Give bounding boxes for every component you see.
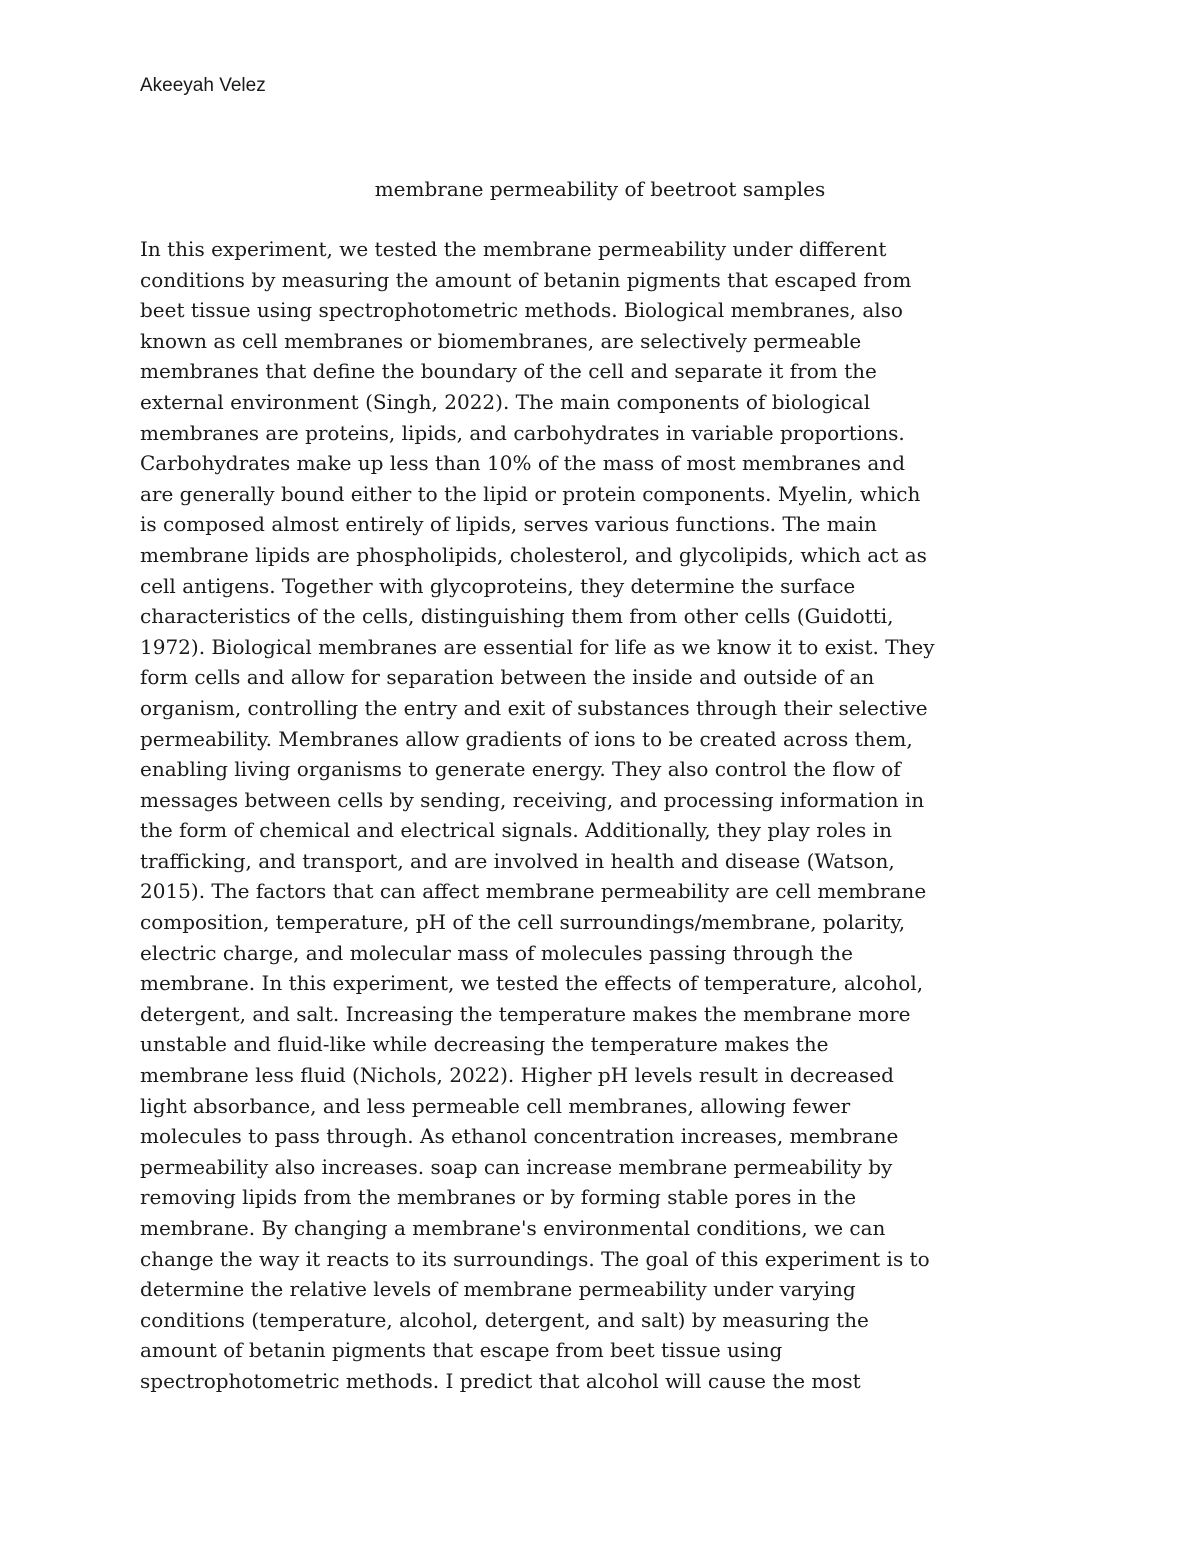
body-line: membrane. By changing a membrane's environmental conditions, we can (140, 1216, 886, 1240)
body-line: membranes that define the boundary of the cell and separate it from the (140, 359, 877, 384)
body-line: amount of betanin pigments that escape from beet tissue using (140, 1338, 783, 1363)
body-line: light absorbance, and less permeable cell membranes, allowing fewer (140, 1093, 851, 1118)
body-line: determine the relative levels of membrane permeability under varying (140, 1277, 856, 1302)
body-line: unstable and fluid-like while decreasing the temperature makes the (140, 1032, 829, 1057)
body-line: permeability. Membranes allow gradients of ions to be created across them, (140, 726, 913, 751)
body-line: 1972). Biological membranes are essential for life as we know it to exist. They (140, 634, 935, 659)
body-line: enabling living organisms to generate energy. They also control the flow of (140, 757, 901, 782)
body-line: characteristics of the cells, distinguishing them from other cells (Guidotti, (140, 604, 894, 629)
body-line: cell antigens. Together with glycoproteins, they determine the surface (140, 573, 856, 598)
body-line: conditions (temperature, alcohol, detergent, and salt) by measuring the (140, 1307, 869, 1332)
body-line: membrane. In this experiment, we tested the effects of temperature, alcohol, (140, 971, 924, 996)
body-line: membrane less fluid (Nichols, 2022). Higher pH levels result in decreased (140, 1063, 894, 1088)
body-line: In this experiment, we tested the membrane permeability under different (140, 237, 887, 261)
body-line: conditions by measuring the amount of betanin pigments that escaped from (140, 267, 912, 292)
body-line: membrane lipids are phospholipids, cholesterol, and glycolipids, which act as (140, 542, 927, 567)
body-line: the form of chemical and electrical signals. Additionally, they play roles in (140, 818, 892, 843)
document-title: membrane permeability of beetroot samples (374, 177, 826, 201)
body-line: permeability also increases. soap can increase membrane permeability by (140, 1154, 893, 1179)
body-line: electric charge, and molecular mass of molecules passing through the (140, 940, 853, 965)
body-line: membranes are proteins, lipids, and carbohydrates in variable proportions. (140, 420, 905, 445)
body-line: detergent, and salt. Increasing the temperature makes the membrane more (140, 1001, 911, 1026)
body-line: are generally bound either to the lipid or protein components. Myelin, which (140, 481, 921, 506)
body-line: external environment (Singh, 2022). The main components of biological (140, 389, 871, 414)
body-line: is composed almost entirely of lipids, serves various functions. The main (140, 512, 877, 537)
body-line: spectrophotometric methods. I predict that alcohol will cause the most (140, 1368, 861, 1393)
body-line: removing lipids from the membranes or by forming stable pores in the (140, 1185, 857, 1210)
body-line: trafficking, and transport, and are involved in health and disease (Watson, (140, 848, 895, 873)
body-line: 2015). The factors that can affect membrane permeability are cell membrane (140, 879, 927, 904)
body-line: form cells and allow for separation between the inside and outside of an (140, 665, 875, 690)
body-paragraph (140, 234, 1080, 1397)
body-line: composition, temperature, pH of the cell surroundings/membrane, polarity, (140, 910, 906, 935)
author-name: Akeeyah Velez (140, 75, 266, 96)
body-line: organism, controlling the entry and exit of substances through their selective (140, 695, 928, 720)
body-line: change the way it reacts to its surroundings. The goal of this experiment is to (140, 1246, 930, 1271)
body-line: molecules to pass through. As ethanol concentration increases, membrane (140, 1124, 899, 1149)
body-line: known as cell membranes or biomembranes, are selectively permeable (140, 328, 862, 353)
body-line: beet tissue using spectrophotometric methods. Biological membranes, also (140, 298, 903, 323)
body-line: messages between cells by sending, receiving, and processing information in (140, 787, 925, 812)
body-line: Carbohydrates make up less than 10% of the mass of most membranes and (140, 451, 905, 476)
